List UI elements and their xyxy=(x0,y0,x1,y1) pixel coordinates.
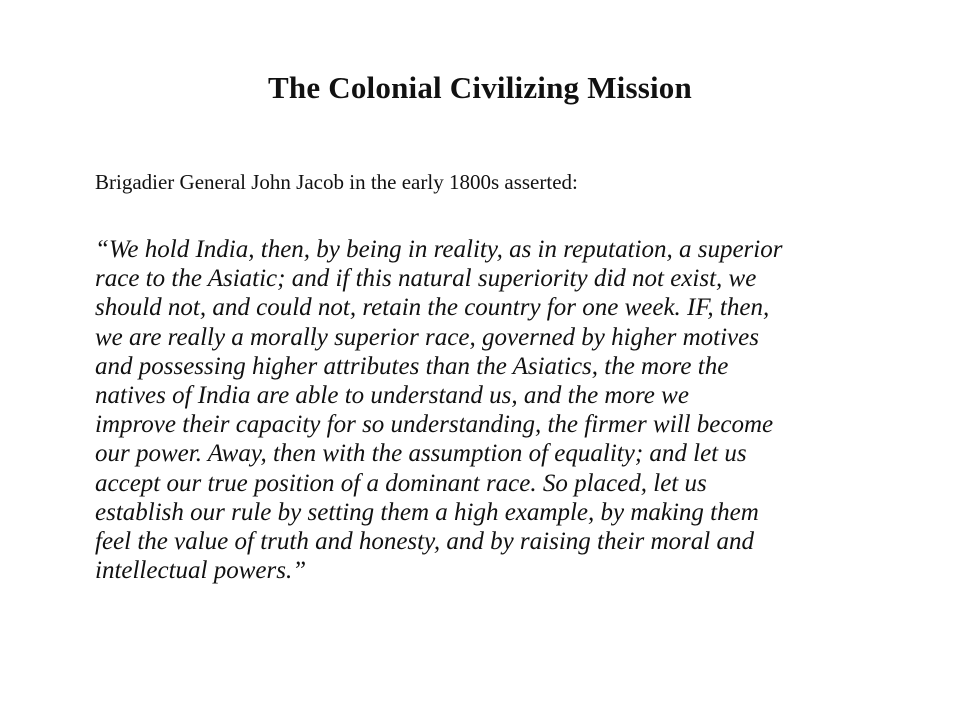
slide-title: The Colonial Civilizing Mission xyxy=(268,70,692,105)
quote-line: establish our rule by setting them a high example, by making them xyxy=(95,498,759,526)
quote-line: race to the Asiatic; and if this natural superiority did not exist, we xyxy=(95,265,757,293)
intro-text: Brigadier General John Jacob in the early 1800s asserted: xyxy=(95,170,578,194)
quote-line: should not, and could not, retain the country for one week. IF, then, xyxy=(95,294,770,322)
quote-line: “We hold India, then, by being in reality, as in reputation, a superior xyxy=(95,236,783,263)
quote-line: feel the value of truth and honesty, and by raising their moral and xyxy=(95,528,754,556)
quote-line: improve their capacity for so understanding, the firmer will become xyxy=(95,411,774,439)
quote-line: accept our true position of a dominant race. So placed, let us xyxy=(95,469,707,497)
quote-line: and possessing higher attributes than the Asiatics, the more the xyxy=(95,352,729,380)
quote-line: we are really a morally superior race, governed by higher motives xyxy=(95,323,759,351)
quote-line: natives of India are able to understand us, and the more we xyxy=(95,382,689,410)
quote-line: our power. Away, then with the assumption of equality; and let us xyxy=(95,440,747,468)
quote-line: intellectual powers.” xyxy=(95,557,307,585)
quote-block xyxy=(95,235,915,585)
